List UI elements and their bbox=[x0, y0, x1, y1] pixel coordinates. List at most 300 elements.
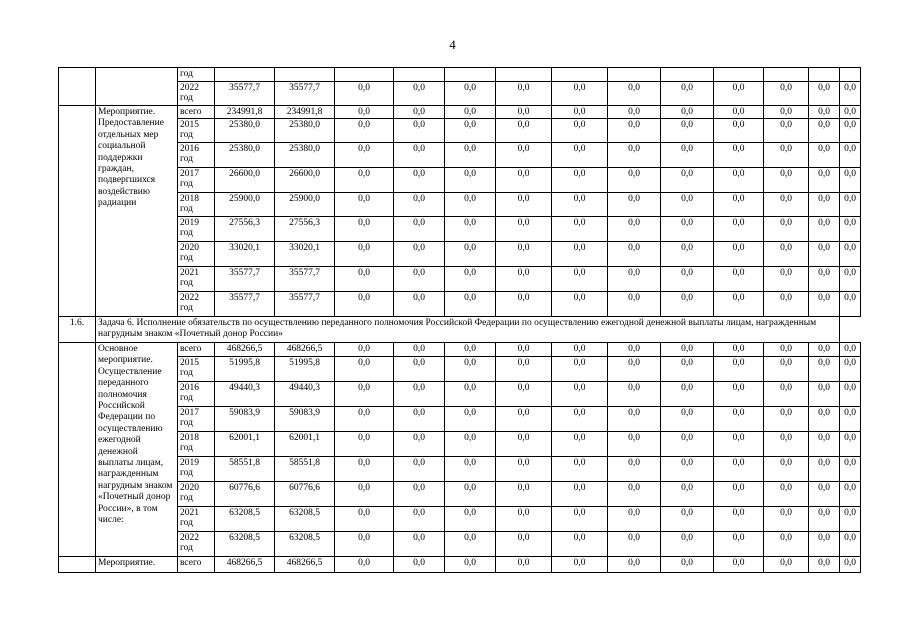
value-cell: 0,0 bbox=[335, 143, 394, 168]
value-cell: 0,0 bbox=[714, 106, 764, 119]
value-cell: 0,0 bbox=[840, 532, 861, 557]
value-cell: 0,0 bbox=[764, 106, 809, 119]
value-cell: 0,0 bbox=[394, 343, 445, 357]
value-cell: 0,0 bbox=[445, 292, 496, 317]
value-cell: 0,0 bbox=[840, 217, 861, 242]
value-cell: 0,0 bbox=[335, 292, 394, 317]
value-cell: 49440,3 bbox=[215, 382, 275, 407]
year-cell: 2017 год bbox=[178, 168, 215, 193]
value-cell: 0,0 bbox=[714, 507, 764, 532]
value-cell: 0,0 bbox=[608, 143, 661, 168]
table-row bbox=[59, 343, 861, 357]
value-cell: 0,0 bbox=[714, 407, 764, 432]
table-row bbox=[59, 217, 861, 242]
value-cell: 0,0 bbox=[445, 557, 496, 573]
value-cell: 0,0 bbox=[496, 193, 552, 217]
value-cell: 0,0 bbox=[608, 343, 661, 357]
value-cell: 0,0 bbox=[661, 557, 714, 573]
value-cell: 0,0 bbox=[394, 457, 445, 482]
value-cell: 0,0 bbox=[496, 532, 552, 557]
table-row bbox=[59, 106, 861, 119]
value-cell: 0,0 bbox=[445, 242, 496, 267]
value-cell: 0,0 bbox=[809, 482, 840, 507]
value-cell: 0,0 bbox=[552, 507, 608, 532]
value-cell: 0,0 bbox=[608, 507, 661, 532]
year-cell: 2022 год bbox=[178, 292, 215, 317]
value-cell: 0,0 bbox=[335, 532, 394, 557]
value-cell: 49440,3 bbox=[275, 382, 335, 407]
value-cell: 0,0 bbox=[764, 193, 809, 217]
table-row bbox=[59, 82, 861, 106]
value-cell: 0,0 bbox=[840, 119, 861, 143]
value-cell: 0,0 bbox=[445, 119, 496, 143]
value-cell: 0,0 bbox=[552, 457, 608, 482]
value-cell: 0,0 bbox=[394, 432, 445, 457]
value-cell: 0,0 bbox=[661, 82, 714, 106]
value-cell: 62001,1 bbox=[215, 432, 275, 457]
value-cell: 0,0 bbox=[608, 119, 661, 143]
value-cell: 234991,8 bbox=[275, 106, 335, 119]
value-cell: 0,0 bbox=[552, 168, 608, 193]
value-cell bbox=[552, 68, 608, 82]
value-cell: 0,0 bbox=[335, 482, 394, 507]
value-cell: 0,0 bbox=[809, 119, 840, 143]
value-cell: 35577,7 bbox=[215, 292, 275, 317]
value-cell: 0,0 bbox=[335, 457, 394, 482]
value-cell: 0,0 bbox=[552, 532, 608, 557]
value-cell: 58551,8 bbox=[215, 457, 275, 482]
value-cell: 0,0 bbox=[496, 432, 552, 457]
year-cell: 2020 год bbox=[178, 242, 215, 267]
value-cell: 0,0 bbox=[764, 168, 809, 193]
value-cell: 234991,8 bbox=[215, 106, 275, 119]
value-cell: 0,0 bbox=[840, 382, 861, 407]
value-cell: 0,0 bbox=[335, 357, 394, 382]
value-cell: 0,0 bbox=[661, 217, 714, 242]
value-cell bbox=[809, 68, 840, 82]
value-cell: 0,0 bbox=[840, 292, 861, 317]
value-cell: 0,0 bbox=[714, 82, 764, 106]
value-cell: 0,0 bbox=[840, 168, 861, 193]
value-cell: 0,0 bbox=[552, 217, 608, 242]
value-cell: 0,0 bbox=[445, 457, 496, 482]
year-cell: 2019 год bbox=[178, 217, 215, 242]
value-cell: 26600,0 bbox=[215, 168, 275, 193]
value-cell: 0,0 bbox=[335, 193, 394, 217]
value-cell: 0,0 bbox=[840, 482, 861, 507]
value-cell: 35577,7 bbox=[275, 82, 335, 106]
value-cell: 0,0 bbox=[608, 407, 661, 432]
value-cell: 0,0 bbox=[335, 242, 394, 267]
year-cell: 2022 год bbox=[178, 532, 215, 557]
value-cell: 0,0 bbox=[809, 432, 840, 457]
value-cell: 0,0 bbox=[552, 407, 608, 432]
value-cell bbox=[496, 68, 552, 82]
value-cell: 0,0 bbox=[394, 193, 445, 217]
value-cell: 0,0 bbox=[445, 143, 496, 168]
table-row bbox=[59, 507, 861, 532]
value-cell: 0,0 bbox=[714, 357, 764, 382]
value-cell: 0,0 bbox=[840, 267, 861, 292]
value-cell: 0,0 bbox=[661, 532, 714, 557]
activity-name bbox=[96, 68, 178, 106]
value-cell: 0,0 bbox=[809, 407, 840, 432]
value-cell: 0,0 bbox=[840, 432, 861, 457]
code-cell bbox=[59, 106, 96, 317]
table-row bbox=[59, 482, 861, 507]
value-cell: 35577,7 bbox=[215, 267, 275, 292]
value-cell: 0,0 bbox=[496, 382, 552, 407]
value-cell: 0,0 bbox=[552, 432, 608, 457]
value-cell: 0,0 bbox=[552, 357, 608, 382]
value-cell: 0,0 bbox=[496, 407, 552, 432]
value-cell: 0,0 bbox=[335, 119, 394, 143]
value-cell: 0,0 bbox=[445, 532, 496, 557]
value-cell: 35577,7 bbox=[275, 292, 335, 317]
value-cell: 0,0 bbox=[809, 532, 840, 557]
value-cell: 0,0 bbox=[714, 143, 764, 168]
value-cell: 0,0 bbox=[764, 357, 809, 382]
value-cell: 0,0 bbox=[840, 106, 861, 119]
year-cell: всего bbox=[178, 557, 215, 573]
year-cell: 2019 год bbox=[178, 457, 215, 482]
value-cell: 0,0 bbox=[335, 382, 394, 407]
value-cell: 60776,6 bbox=[215, 482, 275, 507]
value-cell: 0,0 bbox=[840, 242, 861, 267]
value-cell: 0,0 bbox=[764, 343, 809, 357]
value-cell: 0,0 bbox=[714, 382, 764, 407]
table-row bbox=[59, 193, 861, 217]
value-cell: 0,0 bbox=[661, 106, 714, 119]
value-cell: 0,0 bbox=[661, 193, 714, 217]
value-cell: 0,0 bbox=[809, 382, 840, 407]
value-cell: 0,0 bbox=[608, 432, 661, 457]
value-cell: 0,0 bbox=[496, 357, 552, 382]
value-cell: 0,0 bbox=[445, 407, 496, 432]
value-cell: 0,0 bbox=[764, 292, 809, 317]
value-cell: 468266,5 bbox=[215, 557, 275, 573]
value-cell: 25380,0 bbox=[275, 119, 335, 143]
value-cell: 25380,0 bbox=[275, 143, 335, 168]
value-cell: 0,0 bbox=[764, 267, 809, 292]
value-cell: 0,0 bbox=[764, 407, 809, 432]
value-cell: 0,0 bbox=[809, 106, 840, 119]
value-cell: 0,0 bbox=[608, 106, 661, 119]
value-cell: 468266,5 bbox=[275, 343, 335, 357]
value-cell: 0,0 bbox=[764, 82, 809, 106]
table-row bbox=[59, 292, 861, 317]
value-cell: 51995,8 bbox=[215, 357, 275, 382]
value-cell: 59083,9 bbox=[215, 407, 275, 432]
year-cell: год bbox=[178, 68, 215, 82]
value-cell: 0,0 bbox=[764, 143, 809, 168]
value-cell: 0,0 bbox=[445, 382, 496, 407]
value-cell: 33020,1 bbox=[275, 242, 335, 267]
value-cell: 0,0 bbox=[608, 168, 661, 193]
value-cell: 0,0 bbox=[809, 143, 840, 168]
activity-name: Мероприятие. bbox=[96, 557, 178, 573]
value-cell: 0,0 bbox=[496, 119, 552, 143]
table-row bbox=[59, 242, 861, 267]
table-row bbox=[59, 143, 861, 168]
value-cell: 0,0 bbox=[661, 357, 714, 382]
value-cell bbox=[764, 68, 809, 82]
value-cell bbox=[661, 68, 714, 82]
value-cell: 0,0 bbox=[608, 217, 661, 242]
budget-table-body bbox=[59, 68, 861, 573]
value-cell: 35577,7 bbox=[275, 267, 335, 292]
value-cell: 0,0 bbox=[661, 407, 714, 432]
value-cell: 0,0 bbox=[445, 432, 496, 457]
value-cell: 0,0 bbox=[445, 217, 496, 242]
value-cell: 0,0 bbox=[714, 532, 764, 557]
value-cell: 0,0 bbox=[394, 168, 445, 193]
value-cell: 0,0 bbox=[496, 507, 552, 532]
value-cell: 0,0 bbox=[394, 507, 445, 532]
value-cell: 0,0 bbox=[394, 143, 445, 168]
value-cell: 0,0 bbox=[764, 532, 809, 557]
value-cell: 0,0 bbox=[552, 343, 608, 357]
value-cell: 0,0 bbox=[394, 407, 445, 432]
value-cell: 0,0 bbox=[394, 292, 445, 317]
value-cell: 468266,5 bbox=[275, 557, 335, 573]
value-cell: 0,0 bbox=[335, 82, 394, 106]
value-cell: 0,0 bbox=[445, 82, 496, 106]
code-cell bbox=[59, 343, 96, 557]
value-cell: 0,0 bbox=[714, 168, 764, 193]
value-cell: 0,0 bbox=[809, 193, 840, 217]
value-cell: 0,0 bbox=[552, 143, 608, 168]
value-cell: 0,0 bbox=[608, 267, 661, 292]
value-cell: 0,0 bbox=[335, 557, 394, 573]
value-cell: 0,0 bbox=[335, 343, 394, 357]
value-cell: 0,0 bbox=[809, 168, 840, 193]
value-cell: 0,0 bbox=[809, 242, 840, 267]
value-cell: 62001,1 bbox=[275, 432, 335, 457]
value-cell: 0,0 bbox=[764, 507, 809, 532]
year-cell: 2018 год bbox=[178, 193, 215, 217]
year-cell: всего bbox=[178, 343, 215, 357]
value-cell: 25900,0 bbox=[215, 193, 275, 217]
value-cell: 0,0 bbox=[809, 357, 840, 382]
value-cell: 468266,5 bbox=[215, 343, 275, 357]
value-cell: 63208,5 bbox=[215, 507, 275, 532]
value-cell: 0,0 bbox=[661, 482, 714, 507]
value-cell: 0,0 bbox=[496, 457, 552, 482]
value-cell: 0,0 bbox=[394, 382, 445, 407]
table-row bbox=[59, 557, 861, 573]
value-cell: 27556,3 bbox=[275, 217, 335, 242]
value-cell: 0,0 bbox=[552, 119, 608, 143]
year-cell: 2021 год bbox=[178, 507, 215, 532]
value-cell: 0,0 bbox=[661, 168, 714, 193]
value-cell: 0,0 bbox=[764, 119, 809, 143]
value-cell: 59083,9 bbox=[275, 407, 335, 432]
year-cell: 2016 год bbox=[178, 382, 215, 407]
value-cell: 0,0 bbox=[445, 482, 496, 507]
table-row bbox=[59, 457, 861, 482]
value-cell bbox=[335, 68, 394, 82]
value-cell: 51995,8 bbox=[275, 357, 335, 382]
value-cell: 0,0 bbox=[661, 432, 714, 457]
value-cell: 0,0 bbox=[335, 407, 394, 432]
value-cell: 0,0 bbox=[714, 482, 764, 507]
value-cell: 0,0 bbox=[445, 267, 496, 292]
value-cell: 0,0 bbox=[496, 482, 552, 507]
value-cell: 0,0 bbox=[335, 432, 394, 457]
value-cell: 0,0 bbox=[714, 242, 764, 267]
value-cell bbox=[840, 68, 861, 82]
value-cell: 0,0 bbox=[809, 82, 840, 106]
value-cell: 0,0 bbox=[714, 119, 764, 143]
task-code: 1.6. bbox=[59, 317, 96, 343]
code-cell bbox=[59, 557, 96, 573]
value-cell: 0,0 bbox=[608, 482, 661, 507]
table-row bbox=[59, 382, 861, 407]
year-cell: 2018 год bbox=[178, 432, 215, 457]
value-cell: 0,0 bbox=[661, 119, 714, 143]
value-cell: 0,0 bbox=[445, 343, 496, 357]
value-cell bbox=[215, 68, 275, 82]
activity-name: Мероприятие. Предоставление отдельных мер социальной поддержки граждан, подвергшихся воздействию радиации bbox=[96, 106, 178, 317]
value-cell: 0,0 bbox=[394, 119, 445, 143]
value-cell: 0,0 bbox=[608, 193, 661, 217]
value-cell: 0,0 bbox=[608, 457, 661, 482]
value-cell bbox=[608, 68, 661, 82]
value-cell: 0,0 bbox=[608, 357, 661, 382]
value-cell: 0,0 bbox=[764, 217, 809, 242]
value-cell bbox=[394, 68, 445, 82]
year-cell: всего bbox=[178, 106, 215, 119]
value-cell: 27556,3 bbox=[215, 217, 275, 242]
value-cell: 0,0 bbox=[552, 292, 608, 317]
budget-table bbox=[58, 67, 861, 573]
value-cell: 0,0 bbox=[394, 217, 445, 242]
task-row bbox=[59, 317, 861, 343]
value-cell: 0,0 bbox=[552, 82, 608, 106]
value-cell: 0,0 bbox=[552, 242, 608, 267]
value-cell: 0,0 bbox=[840, 343, 861, 357]
value-cell bbox=[445, 68, 496, 82]
year-cell: 2016 год bbox=[178, 143, 215, 168]
year-cell: 2017 год bbox=[178, 407, 215, 432]
value-cell: 0,0 bbox=[496, 557, 552, 573]
value-cell: 0,0 bbox=[809, 557, 840, 573]
value-cell: 0,0 bbox=[394, 532, 445, 557]
value-cell: 60776,6 bbox=[275, 482, 335, 507]
table-row bbox=[59, 532, 861, 557]
value-cell: 0,0 bbox=[714, 292, 764, 317]
value-cell: 0,0 bbox=[809, 507, 840, 532]
value-cell: 0,0 bbox=[840, 82, 861, 106]
value-cell: 0,0 bbox=[809, 457, 840, 482]
value-cell: 0,0 bbox=[445, 507, 496, 532]
value-cell: 63208,5 bbox=[275, 507, 335, 532]
value-cell: 0,0 bbox=[809, 217, 840, 242]
value-cell bbox=[275, 68, 335, 82]
year-cell: 2015 год bbox=[178, 119, 215, 143]
value-cell: 0,0 bbox=[764, 382, 809, 407]
year-cell: 2020 год bbox=[178, 482, 215, 507]
code-cell bbox=[59, 68, 96, 106]
value-cell: 0,0 bbox=[608, 82, 661, 106]
value-cell: 0,0 bbox=[661, 143, 714, 168]
value-cell: 0,0 bbox=[840, 407, 861, 432]
activity-name: Основное мероприятие. Осуществление переданного полномочия Российской Федерации по осуществлению ежегодной денежной выплаты лицам, награжденным нагрудным знаком «Почетный донор России», в том числе: bbox=[96, 343, 178, 557]
table-row bbox=[59, 432, 861, 457]
value-cell: 0,0 bbox=[661, 242, 714, 267]
value-cell: 0,0 bbox=[552, 267, 608, 292]
value-cell: 0,0 bbox=[608, 532, 661, 557]
value-cell bbox=[714, 68, 764, 82]
value-cell: 0,0 bbox=[445, 168, 496, 193]
value-cell: 0,0 bbox=[608, 292, 661, 317]
value-cell: 0,0 bbox=[714, 557, 764, 573]
value-cell: 0,0 bbox=[335, 217, 394, 242]
value-cell: 0,0 bbox=[552, 482, 608, 507]
value-cell: 0,0 bbox=[764, 457, 809, 482]
table-row bbox=[59, 267, 861, 292]
year-cell: 2021 год bbox=[178, 267, 215, 292]
value-cell: 0,0 bbox=[840, 557, 861, 573]
table-row bbox=[59, 407, 861, 432]
value-cell: 0,0 bbox=[496, 143, 552, 168]
value-cell: 63208,5 bbox=[215, 532, 275, 557]
value-cell: 25380,0 bbox=[215, 119, 275, 143]
value-cell: 0,0 bbox=[608, 557, 661, 573]
value-cell: 0,0 bbox=[764, 242, 809, 267]
year-cell: 2022 год bbox=[178, 82, 215, 106]
value-cell: 33020,1 bbox=[215, 242, 275, 267]
value-cell: 58551,8 bbox=[275, 457, 335, 482]
page-number: 4 bbox=[449, 37, 456, 52]
value-cell: 0,0 bbox=[840, 457, 861, 482]
value-cell: 0,0 bbox=[394, 82, 445, 106]
value-cell: 0,0 bbox=[552, 106, 608, 119]
table-row bbox=[59, 357, 861, 382]
value-cell: 0,0 bbox=[394, 357, 445, 382]
value-cell: 0,0 bbox=[496, 242, 552, 267]
value-cell: 0,0 bbox=[552, 382, 608, 407]
value-cell: 0,0 bbox=[608, 242, 661, 267]
value-cell: 0,0 bbox=[764, 432, 809, 457]
value-cell: 26600,0 bbox=[275, 168, 335, 193]
value-cell: 0,0 bbox=[714, 217, 764, 242]
table-row bbox=[59, 68, 861, 82]
value-cell: 0,0 bbox=[661, 267, 714, 292]
value-cell: 0,0 bbox=[445, 357, 496, 382]
value-cell: 0,0 bbox=[764, 557, 809, 573]
value-cell: 0,0 bbox=[394, 267, 445, 292]
value-cell: 0,0 bbox=[552, 193, 608, 217]
value-cell: 25900,0 bbox=[275, 193, 335, 217]
value-cell: 0,0 bbox=[445, 193, 496, 217]
value-cell: 0,0 bbox=[840, 357, 861, 382]
value-cell: 0,0 bbox=[714, 343, 764, 357]
value-cell: 0,0 bbox=[335, 106, 394, 119]
value-cell: 0,0 bbox=[661, 507, 714, 532]
value-cell: 0,0 bbox=[335, 267, 394, 292]
value-cell: 0,0 bbox=[661, 343, 714, 357]
value-cell: 35577,7 bbox=[215, 82, 275, 106]
value-cell: 0,0 bbox=[445, 106, 496, 119]
task-text: Задача 6. Исполнение обязательств по осуществлению переданного полномочия Российской Федерации по осуществлению ежегодной денежной выплаты лицам, награжденным нагрудным знаком «Почетный донор России» bbox=[96, 317, 840, 343]
value-cell: 0,0 bbox=[496, 168, 552, 193]
value-cell: 0,0 bbox=[840, 193, 861, 217]
value-cell: 0,0 bbox=[496, 292, 552, 317]
value-cell: 63208,5 bbox=[275, 532, 335, 557]
value-cell: 0,0 bbox=[394, 242, 445, 267]
